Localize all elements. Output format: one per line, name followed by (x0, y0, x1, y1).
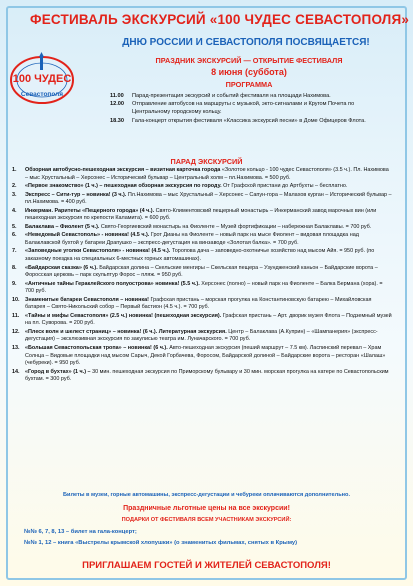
item-title: Экспресс – Сити-тур – новинка! (3 ч.). (25, 191, 127, 198)
item-title: Обзорная автобусно-пешеходная экскурсия – визитная карточка города (25, 167, 221, 173)
list-item (12, 167, 392, 182)
item-text: Грот Дианы на Фиоленте – новый парк на мысе Фиолент – видовая площадка над Балаклавской бухтой у батареи Драпушко – экспресс-дегустация на винзаводе «Золотая балка». = 700 руб. (25, 232, 359, 246)
item-text: Байдарская долина – Скельские менгиры – Скельская пещера – Узундженский каньон – Байдарские ворота – Форосская церковь – парк скульптур Форос – пляж. = 950 руб. (25, 264, 378, 279)
item-text: Пл.Нахимова – мыс Хрустальный – Херсонес – Сапун-гора – Малахов курган – Исторический бульвар – пл.Нахимова. = 400 руб. (25, 191, 392, 206)
list-item (12, 208, 392, 223)
item-text: «Золотое кольцо - 100 чудес Севастополя» (3.5 ч.). Пл. Нахимова – мыс Хрустальный – Херсонес – Исторический бульвар – Центральный холм – пл.Нахимова. = 500 руб. (25, 167, 389, 181)
item-title: «Байдарская сказка» (6 ч.). (25, 264, 98, 271)
item-number: 10. (12, 296, 20, 303)
item-title: Знаменитые батареи Севастополя – новинка! (25, 296, 149, 303)
program-text: Отправление автобусов на маршруты с музыкой, экто-сигналами и Кругом Почета по Центральному городскому кольцу. (132, 101, 355, 116)
item-number: 7. (12, 248, 17, 255)
program-list (110, 92, 388, 125)
program-text: Гала-концерт открытия фестиваля «Классика экскурсий песни» в Доме Офицеров Флота. (132, 117, 366, 124)
gift-line-2: №№ 1, 12 – книга «Выстрелы крымской хлопушки» (о знаменитых фильмах, снятых в Крыму) (24, 540, 298, 546)
item-text: Центр – Балаклава (А.Куприн) – «Шампанерия» (экспресс-дегустация) – эксклюзивная экскурсия по закулисью театра им. Луначарского. = 700 руб. (25, 328, 378, 343)
list-item (12, 224, 392, 232)
program-text: Парад-презентация экскурсий и событий фестиваля на площади Нахимова. (132, 93, 331, 99)
item-number: 6. (12, 232, 17, 239)
list-item (12, 297, 392, 312)
item-title: «Заповедные уголки Севастополя» - новинка! (4.5 ч.). (25, 248, 171, 255)
item-number: 13. (12, 345, 20, 352)
program-time: 12.00 (110, 101, 124, 108)
item-text: От Графской пристани до Артбухты – бесплатно. (223, 183, 348, 190)
list-item (12, 281, 392, 296)
item-title: «Плеск волн и шелест страниц» – новинка! (6 ч.). Литературная экскурсия. (25, 328, 227, 335)
item-title: Инкерман. Раритеты «Пещерного города» (4 ч.). (25, 207, 155, 214)
payment-note: Билеты в музеи, горные автомашины, экспресс-дегустации и чебуреки оплачиваются дополнительно. (63, 492, 350, 498)
list-item (12, 313, 392, 328)
item-title: «Первое знакомство» (1 ч.) – пешеходная обзорная экскурсия по городу. (25, 183, 222, 190)
list-item (12, 232, 392, 247)
list-item (12, 345, 392, 368)
item-number: 11. (12, 312, 20, 319)
special-prices: Праздничные льготные цены на все экскурсии! (123, 505, 290, 512)
program-time: 11.00 (110, 93, 124, 99)
festival-logo (8, 50, 76, 106)
item-title: Балаклава – Фиолент (5 ч.). (25, 223, 100, 230)
list-item (12, 192, 392, 207)
item-number: 2. (12, 183, 17, 190)
item-number: 14. (12, 368, 20, 375)
holiday-heading: ПРАЗДНИК ЭКСКУРСИЙ — ОТКРЫТИЕ ФЕСТИВАЛЯ (155, 56, 343, 65)
item-number: 4. (12, 207, 17, 214)
item-title: «Неведомый Севастополь» - новинка! (4.5 ч.). (25, 232, 150, 239)
festival-subtitle: ДНЮ РОССИИ И СЕВАСТОПОЛЯ ПОСВЯЩАЕТСЯ! (122, 37, 370, 48)
item-text: Херсонес (полно) – новый парк на Фиоленте – Балка Бермана (хора). = 700 руб. (25, 280, 383, 295)
list-item (12, 329, 392, 344)
item-title: «Большая Севастопольская тропа» – новинка! (6 ч.). (25, 345, 168, 352)
item-text: Свято-Георгиевский монастырь на Фиоленте – Музей фортификации – набережная Балаклавы. = 700 руб. (100, 223, 372, 230)
item-number: 3. (12, 191, 17, 198)
monument-logo-icon (8, 50, 76, 106)
item-text: Торопова дача – заповедно-охотничье хозяйство над мысом Айя. = 950 руб. (по заказному поездка на специальных 6-местных горных автомашинах). (25, 248, 375, 263)
gift-line-1: №№ 6, 7, 8, 13 – билет на гала-концерт; (24, 529, 137, 535)
program-heading: ПРОГРАММА (225, 80, 273, 89)
program-item (110, 100, 388, 116)
list-item (12, 369, 392, 384)
parade-heading: ПАРАД ЭКСКУРСИЙ (170, 157, 243, 166)
gifts-heading: ПОДАРКИ ОТ ФЕСТИВАЛЯ ВСЕМ УЧАСТНИКАМ ЭКСКУРСИЙ: (121, 517, 292, 523)
item-number: 1. (12, 167, 17, 173)
holiday-date: 8 июня (суббота) (211, 67, 287, 77)
item-text: Графская пристань – Арт. дворик музея Флота – Подземный музей на пл. Суворова. = 200 руб. (25, 312, 392, 327)
item-number: 5. (12, 223, 17, 230)
item-title: «Античные тайны Гераклейского полуострова» новинка! (5.5 ч.). (25, 280, 200, 287)
item-number: 8. (12, 264, 17, 271)
invitation: ПРИГЛАШАЕМ ГОСТЕЙ И ЖИТЕЛЕЙ СЕВАСТОПОЛЯ! (82, 560, 331, 571)
item-text: Графская пристань – морская прогулка на Константиновскую батарею – Михайловская батарея – Свято-Никольский собор – Первый бастион (4.5 ч.). = 700 руб. (25, 296, 372, 311)
item-text: Свято-Климентовский пещерный монастырь – Инкерманский завод марочных вин (или пешеходная экскурсия по крепости Каламита). = 600 руб. (25, 207, 377, 222)
list-item (12, 265, 392, 280)
program-item (110, 92, 388, 100)
logo-number: 100 ЧУДЕС (12, 73, 72, 85)
festival-title: ФЕСТИВАЛЬ ЭКСКУРСИЙ «100 ЧУДЕС СЕВАСТОПОЛЯ» (30, 12, 410, 27)
item-title: «Город в бухтах» (1 ч.) – (25, 368, 91, 375)
parade-list (12, 167, 392, 385)
list-item (12, 183, 392, 191)
item-number: 9. (12, 280, 17, 287)
item-text: 30 мин. пешеходная экскурсия по Приморскому бульвару и 30 мин. морская прогулка на катере по Севастопольским бухтам. = 300 руб. (25, 368, 389, 383)
item-number: 12. (12, 328, 20, 335)
program-item (110, 117, 388, 125)
item-title: «Тайны и мифы Севастополя» (2.5 ч.) новинка! (пешеходная экскурсия). (25, 312, 222, 319)
logo-ring-text: Севастополя (20, 91, 64, 98)
program-time: 18.30 (110, 117, 124, 124)
item-text: Авто-пешеходная экскурсия (пеший маршрут – 7.5 км). Ласпинский перевал – Храм Солнца – Видовые площадки над мысом Сарыч, Декой Горбачева, Форосом, Байдарской долиной – Байдарские ворота – ресторан «Шалаш» (чебуреки). = 950 руб. (25, 345, 386, 367)
list-item (12, 248, 392, 263)
